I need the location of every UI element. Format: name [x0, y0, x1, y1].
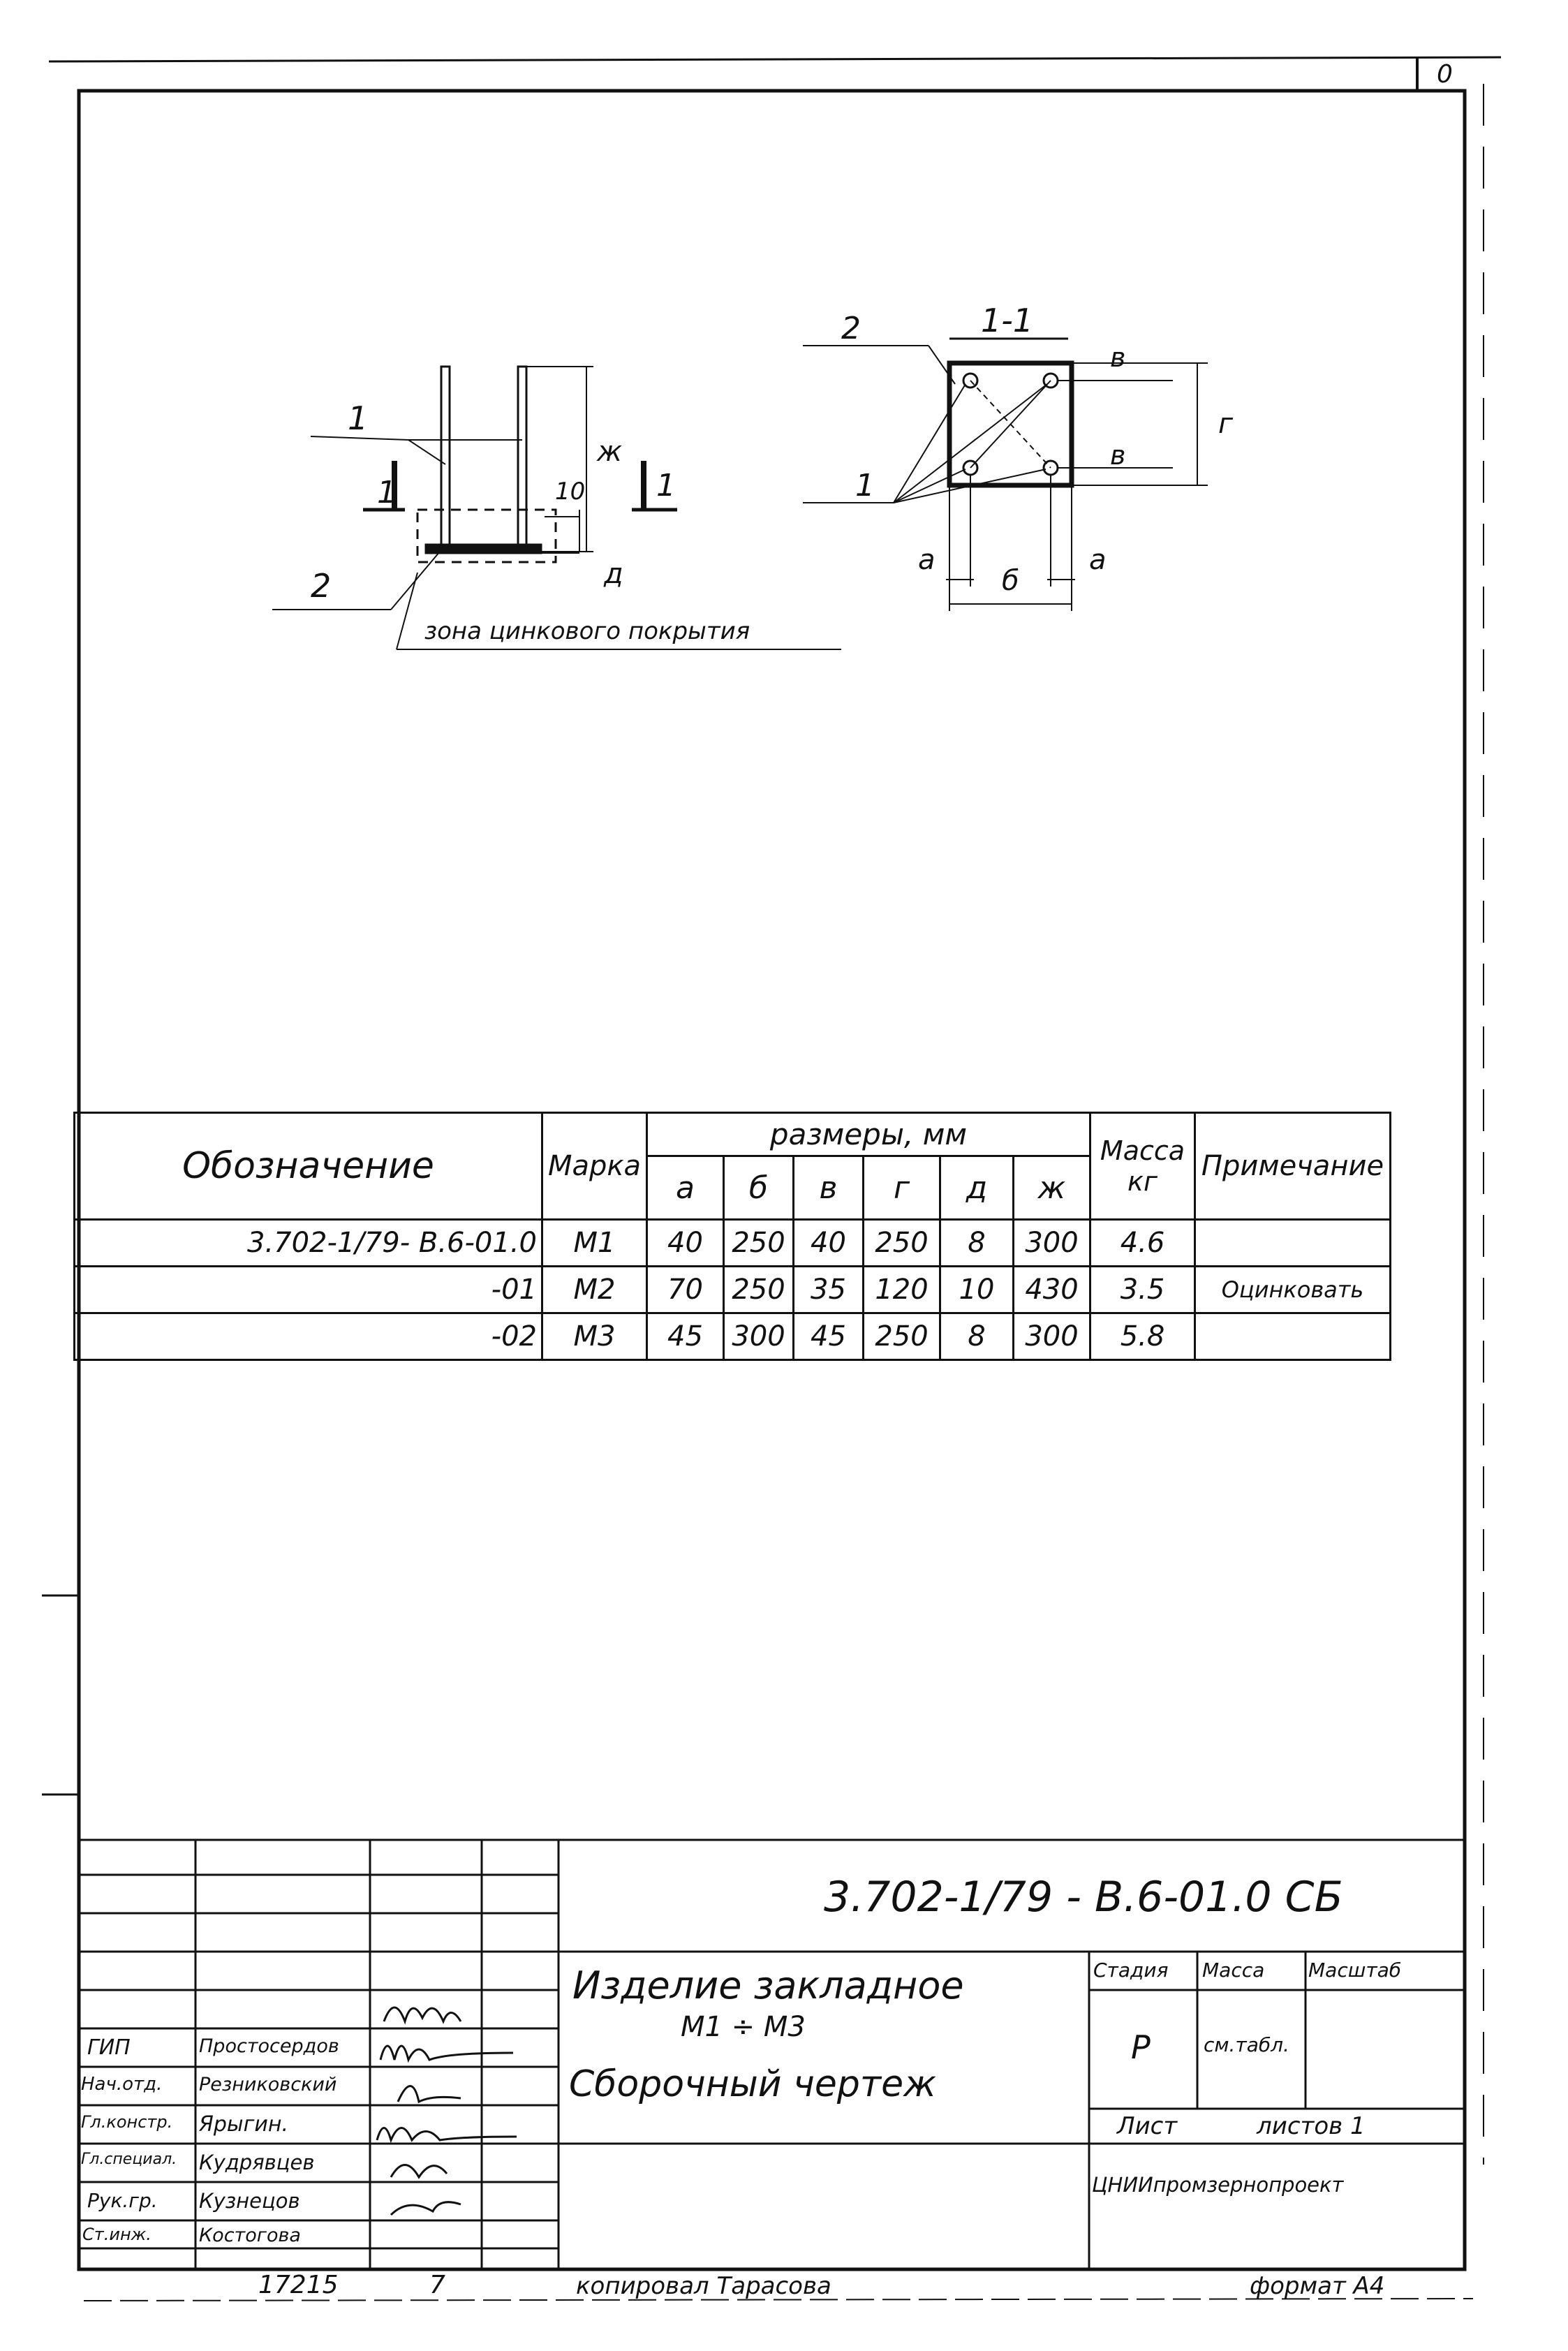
- cell-g: 120: [864, 1267, 940, 1313]
- signature-name: Кудрявцев: [199, 2151, 315, 2174]
- signature-role: Ст.инж.: [82, 2225, 151, 2244]
- cell-v: 40: [794, 1220, 864, 1267]
- signature-role: ГИП: [87, 2035, 131, 2060]
- header-mass: Масса кг: [1090, 1113, 1195, 1220]
- signature-mark: [391, 2202, 461, 2215]
- cell-designation: 3.702-1/79- В.6-01.0: [75, 1220, 542, 1267]
- cell-mass: 4.6: [1090, 1220, 1195, 1267]
- sheet-corner-label: 0: [1437, 60, 1453, 89]
- signature-name: Простосердов: [199, 2035, 339, 2057]
- cell-mass: 3.5: [1090, 1267, 1195, 1313]
- section-title: 1-1: [981, 302, 1034, 339]
- section-mark-left: 1: [377, 475, 397, 510]
- document-code: 3.702-1/79 - В.6-01.0 СБ: [824, 1873, 1343, 1922]
- cell-mass: 5.8: [1090, 1313, 1195, 1360]
- sheet-label: Лист: [1117, 2112, 1178, 2140]
- format-label: формат А4: [1250, 2272, 1385, 2300]
- header-dimensions: размеры, мм: [647, 1113, 1090, 1156]
- dim-b: б: [1002, 565, 1019, 597]
- signature-name: Костогова: [199, 2225, 301, 2246]
- organization: ЦНИИпромзернопроект: [1092, 2173, 1344, 2197]
- cell-g: 250: [864, 1220, 940, 1267]
- signature-name: Кузнецов: [199, 2189, 300, 2213]
- dim-height-label: ж: [597, 436, 623, 468]
- stage-value: Р: [1131, 2028, 1151, 2066]
- elevation-callout-rods: 1: [348, 399, 369, 437]
- signature-role: Гл.специал.: [81, 2151, 177, 2168]
- title-line-1: Изделие закладное: [572, 1963, 964, 2007]
- cell-designation: -02: [75, 1313, 542, 1360]
- sheets-label: листов 1: [1257, 2112, 1366, 2140]
- cell-zh: 430: [1014, 1267, 1090, 1313]
- cell-mark: М1: [542, 1220, 647, 1267]
- header-dim-g: г: [864, 1156, 940, 1220]
- cell-a: 70: [647, 1267, 724, 1313]
- signature-role: Гл.констр.: [81, 2112, 173, 2132]
- cell-d: 8: [940, 1220, 1014, 1267]
- section-mark-right: 1: [656, 468, 676, 503]
- header-dim-v: в: [794, 1156, 864, 1220]
- signature-mark: [391, 2165, 447, 2178]
- header-note: Примечание: [1195, 1113, 1391, 1220]
- section-callout-plate: 2: [841, 311, 861, 346]
- copied-by: копировал Тарасова: [576, 2272, 831, 2300]
- cell-a: 45: [647, 1313, 724, 1360]
- header-designation: Обозначение: [75, 1113, 542, 1220]
- cell-b: 250: [724, 1267, 794, 1313]
- cell-zh: 300: [1014, 1220, 1090, 1267]
- cell-v: 35: [794, 1267, 864, 1313]
- cell-designation: -01: [75, 1267, 542, 1313]
- signature-mark: [398, 2086, 461, 2102]
- header-dim-zh: ж: [1014, 1156, 1090, 1220]
- signature-name: Ярыгин.: [199, 2112, 288, 2137]
- mass-label: Масса: [1202, 1959, 1265, 1982]
- dim-a-right: а: [1089, 544, 1107, 576]
- cell-note: Оцинковать: [1195, 1267, 1391, 1313]
- cell-mark: М2: [542, 1267, 647, 1313]
- dim-v-top: в: [1110, 342, 1126, 373]
- cell-mark: М3: [542, 1313, 647, 1360]
- signature-mark: [384, 2007, 461, 2021]
- header-dim-d: д: [940, 1156, 1014, 1220]
- cell-g: 250: [864, 1313, 940, 1360]
- cell-a: 40: [647, 1220, 724, 1267]
- signature-mark: [380, 2046, 513, 2060]
- title-line-3: Сборочный чертеж: [569, 2063, 936, 2105]
- section-callout-rods: 1: [855, 468, 875, 503]
- signature-role: Нач.отд.: [81, 2074, 163, 2095]
- elevation-callout-plate: 2: [311, 567, 332, 605]
- cell-zh: 300: [1014, 1313, 1090, 1360]
- zinc-zone-note: зона цинкового покрытия: [424, 617, 750, 645]
- signature-name: Резниковский: [199, 2074, 337, 2095]
- sheet-number: 7: [429, 2271, 445, 2299]
- header-mark: Марка: [542, 1113, 647, 1220]
- dim-offset-label: 10: [555, 478, 586, 506]
- stage-label: Стадия: [1093, 1959, 1169, 1982]
- cell-b: 300: [724, 1313, 794, 1360]
- cell-b: 250: [724, 1220, 794, 1267]
- dim-v-bottom: в: [1110, 440, 1126, 471]
- header-dim-a: а: [647, 1156, 724, 1220]
- signature-mark: [377, 2128, 517, 2141]
- dim-plate-label: д: [604, 558, 623, 590]
- cell-d: 10: [940, 1267, 1014, 1313]
- mass-value: см.табл.: [1204, 2033, 1289, 2056]
- cell-v: 45: [794, 1313, 864, 1360]
- header-dim-b: б: [724, 1156, 794, 1220]
- title-line-2: М1 ÷ М3: [681, 2011, 806, 2043]
- scale-label: Масштаб: [1308, 1959, 1402, 1982]
- cell-d: 8: [940, 1313, 1014, 1360]
- inventory-number: 17215: [258, 2271, 339, 2299]
- signature-role: Рук.гр.: [87, 2189, 158, 2212]
- dim-a-left: а: [918, 544, 935, 576]
- dim-g: г: [1218, 408, 1234, 440]
- signature-scribbles: [370, 1990, 531, 2248]
